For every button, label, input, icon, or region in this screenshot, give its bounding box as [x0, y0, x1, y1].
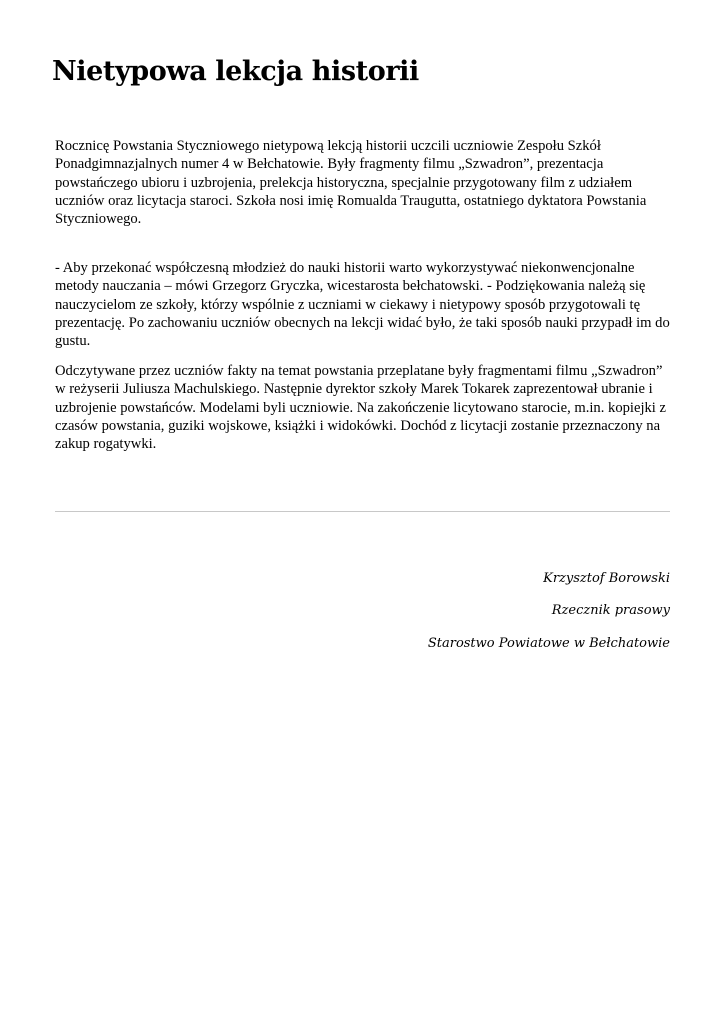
article-paragraph-2: - Aby przekonać współczesną młodzież do nauki historii warto wykorzystywać niekonwencjonalne metody nauczania – mówi Grzegorz Gryczka, wicestarosta bełchatowski. - Podziękowania należą się nauczycielom ze szkoły, którzy wspólnie z uczniami w ciekawy i nietypowy sposób przygotowali tę prezentację. Po zachowaniu uczniów obecnych na lekcji widać było, że taki sposób nauki przypadł im do gustu.	[55, 260, 670, 350]
signature-organization: Starostwo Powiatowe w Bełchatowie	[427, 636, 670, 651]
section-divider	[55, 511, 670, 512]
signature-name: Krzysztof Borowski	[543, 571, 670, 586]
article-paragraph-3: Odczytywane przez uczniów fakty na temat powstania przeplatane były fragmentami filmu „Szwadron” w reżyserii Juliusza Machulskiego. Następnie dyrektor szkoły Marek Tokarek zaprezentował ubranie i uzbrojenie powstańców. Modelami byli uczniowie. Na zakończenie licytowano starocie, m.in. kopiejki z czasów powstania, guziki wojskowe, książki i widokówki. Dochód z licytacji zostanie przeznaczony na zakup rogatywki.	[55, 363, 666, 453]
page-title: Nietypowa lekcja historii	[52, 56, 419, 87]
article-paragraph-1: Rocznicę Powstania Styczniowego nietypową lekcją historii uczcili uczniowie Zespołu Szkół Ponadgimnazjalnych numer 4 w Bełchatowie. Były fragmenty filmu „Szwadron”, prezentacja powstańczego ubioru i uzbrojenia, prelekcja historyczna, specjalnie przygotowany film z udziałem uczniów oraz licytacja staroci. Szkoła nosi imię Romualda Traugutta, ostatniego dyktatora Powstania Styczniowego.	[55, 138, 647, 228]
signature-role: Rzecznik prasowy	[551, 603, 670, 618]
